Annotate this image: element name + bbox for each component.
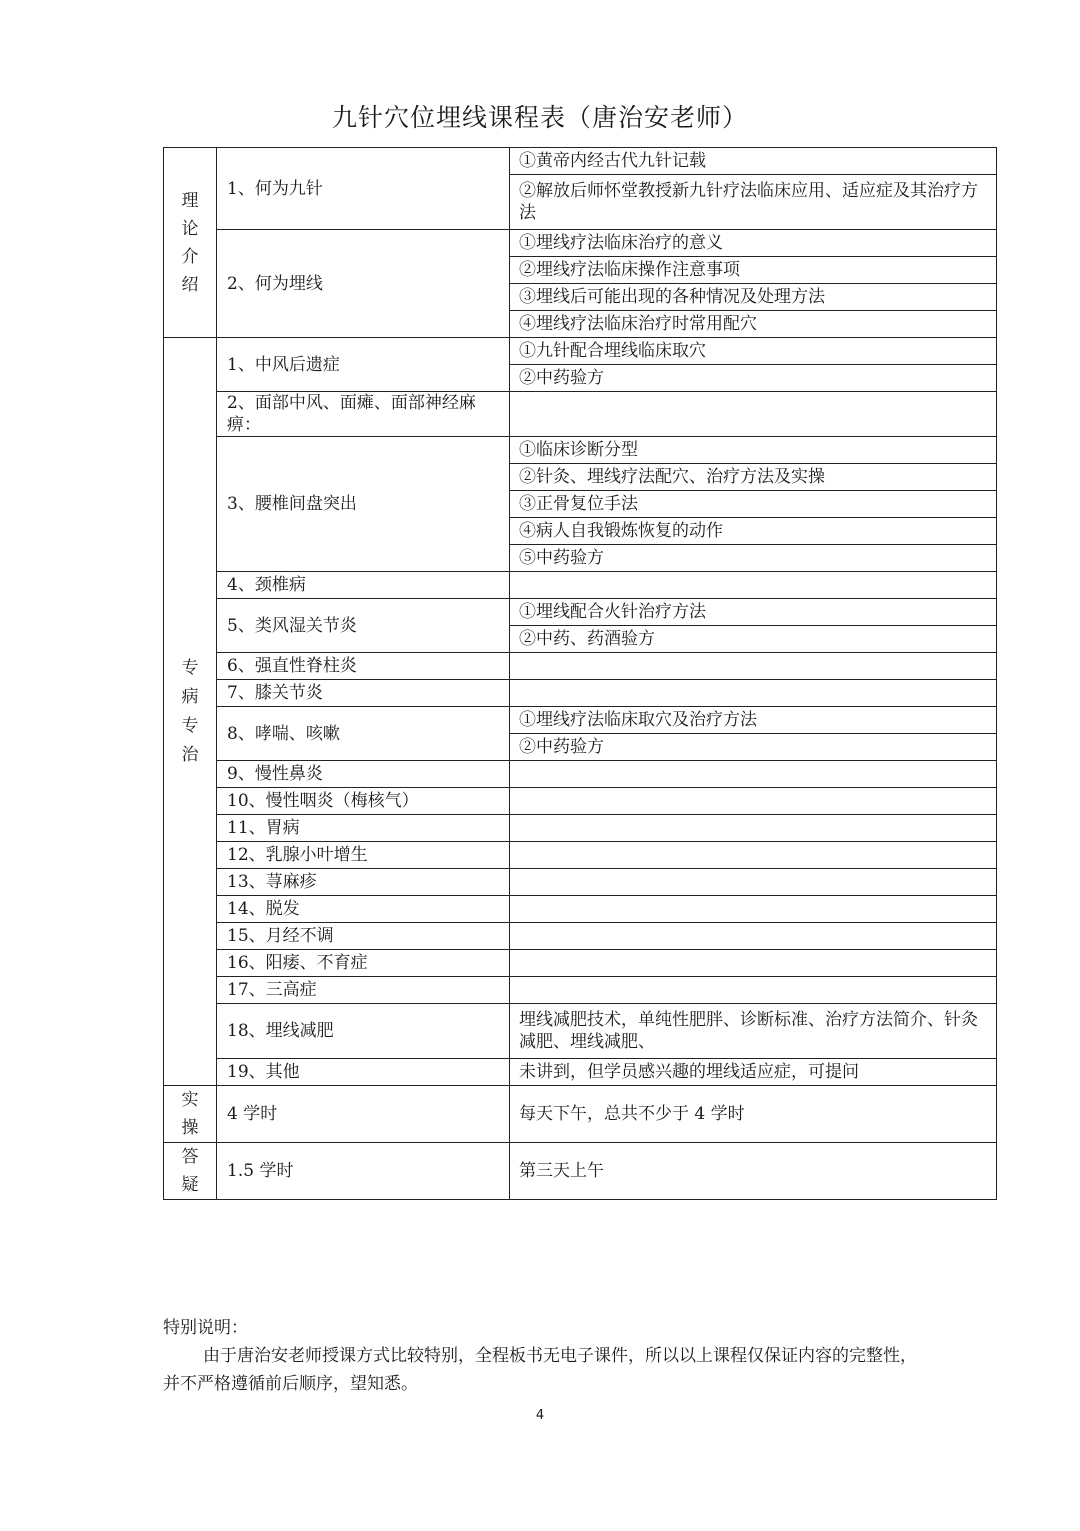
topic-cell: 10、慢性咽炎（梅核气） [217, 788, 510, 815]
topic-cell: 18、埋线减肥 [217, 1004, 510, 1059]
topic-cell: 3、腰椎间盘突出 [217, 437, 510, 572]
detail-cell: ③正骨复位手法 [510, 491, 997, 518]
detail-cell [510, 788, 997, 815]
topic-cell: 1、中风后遗症 [217, 338, 510, 392]
section-label-theory: 理 论 介 绍 [164, 148, 217, 338]
detail-cell: ①埋线疗法临床取穴及治疗方法 [510, 707, 997, 734]
detail-cell: 未讲到，但学员感兴趣的埋线适应症，可提问 [510, 1059, 997, 1086]
topic-cell: 6、强直性脊柱炎 [217, 653, 510, 680]
table-row [164, 148, 997, 175]
detail-cell: 埋线减肥技术，单纯性肥胖、诊断标准、治疗方法简介、针灸减肥、埋线减肥、 [510, 1004, 997, 1059]
topic-cell: 16、阳痿、不育症 [217, 950, 510, 977]
detail-cell [510, 653, 997, 680]
table-row [164, 707, 997, 734]
table-row [164, 761, 997, 788]
table-row [164, 1004, 997, 1059]
table-row [164, 599, 997, 626]
table-row [164, 869, 997, 896]
topic-cell: 2、何为埋线 [217, 230, 510, 338]
table-row [164, 1143, 997, 1200]
hours-cell: 1.5 学时 [217, 1143, 510, 1200]
table-row [164, 392, 997, 437]
notes-body: 由于唐治安老师授课方式比较特别，全程板书无电子课件，所以以上课程仅保证内容的完整性，并不严格遵循前后顺序，望知悉。 [163, 1346, 917, 1394]
section-label-qa: 答 疑 [164, 1143, 217, 1200]
detail-cell: ④病人自我锻炼恢复的动作 [510, 518, 997, 545]
topic-cell: 7、膝关节炎 [217, 680, 510, 707]
detail-cell [510, 680, 997, 707]
table-row [164, 338, 997, 365]
detail-cell [510, 392, 997, 437]
topic-cell: 2、面部中风、面瘫、面部神经麻痹： [217, 392, 510, 437]
detail-cell: ①埋线配合火针治疗方法 [510, 599, 997, 626]
topic-cell: 15、月经不调 [217, 923, 510, 950]
note-cell: 每天下午，总共不少于 4 学时 [510, 1086, 997, 1143]
course-table [163, 147, 997, 1200]
detail-cell: ②解放后师怀堂教授新九针疗法临床应用、适应症及其治疗方法 [510, 175, 997, 230]
table-row [164, 923, 997, 950]
table-row [164, 977, 997, 1004]
detail-cell [510, 572, 997, 599]
hours-cell: 4 学时 [217, 1086, 510, 1143]
table-row [164, 842, 997, 869]
table-row [164, 437, 997, 464]
topic-cell: 14、脱发 [217, 896, 510, 923]
detail-cell [510, 761, 997, 788]
detail-cell: ②针灸、埋线疗法配穴、治疗方法及实操 [510, 464, 997, 491]
detail-cell: ⑤中药验方 [510, 545, 997, 572]
detail-cell: ③埋线后可能出现的各种情况及处理方法 [510, 284, 997, 311]
detail-cell: ④埋线疗法临床治疗时常用配穴 [510, 311, 997, 338]
table-row [164, 815, 997, 842]
special-notes [163, 1314, 923, 1398]
table-row [164, 680, 997, 707]
topic-cell: 13、荨麻疹 [217, 869, 510, 896]
topic-cell: 5、类风湿关节炎 [217, 599, 510, 653]
detail-cell: ①埋线疗法临床治疗的意义 [510, 230, 997, 257]
section-label-diseases: 专 病 专 治 [164, 338, 217, 1086]
table-row [164, 653, 997, 680]
topic-cell: 1、何为九针 [217, 148, 510, 230]
detail-cell [510, 842, 997, 869]
detail-cell: ①九针配合埋线临床取穴 [510, 338, 997, 365]
table-row [164, 572, 997, 599]
detail-cell: ①黄帝内经古代九针记载 [510, 148, 997, 175]
topic-cell: 9、慢性鼻炎 [217, 761, 510, 788]
page-number: 4 [535, 1408, 545, 1423]
detail-cell [510, 950, 997, 977]
detail-cell [510, 896, 997, 923]
detail-cell: ①临床诊断分型 [510, 437, 997, 464]
detail-cell [510, 869, 997, 896]
detail-cell: ②中药验方 [510, 734, 997, 761]
note-cell: 第三天上午 [510, 1143, 997, 1200]
topic-cell: 8、哮喘、咳嗽 [217, 707, 510, 761]
detail-cell [510, 815, 997, 842]
detail-cell: ②埋线疗法临床操作注意事项 [510, 257, 997, 284]
detail-cell: ②中药验方 [510, 365, 997, 392]
table-row [164, 788, 997, 815]
section-label-practice: 实 操 [164, 1086, 217, 1143]
table-row [164, 896, 997, 923]
detail-cell [510, 977, 997, 1004]
table-row [164, 230, 997, 257]
topic-cell: 19、其他 [217, 1059, 510, 1086]
topic-cell: 4、颈椎病 [217, 572, 510, 599]
notes-heading: 特别说明： [163, 1318, 248, 1338]
table-row [164, 1059, 997, 1086]
table-row [164, 950, 997, 977]
detail-cell [510, 923, 997, 950]
page-title: 九针穴位埋线课程表（唐治安老师） [331, 103, 748, 132]
detail-cell: ②中药、药酒验方 [510, 626, 997, 653]
topic-cell: 12、乳腺小叶增生 [217, 842, 510, 869]
topic-cell: 17、三高症 [217, 977, 510, 1004]
topic-cell: 11、胃病 [217, 815, 510, 842]
table-row [164, 1086, 997, 1143]
